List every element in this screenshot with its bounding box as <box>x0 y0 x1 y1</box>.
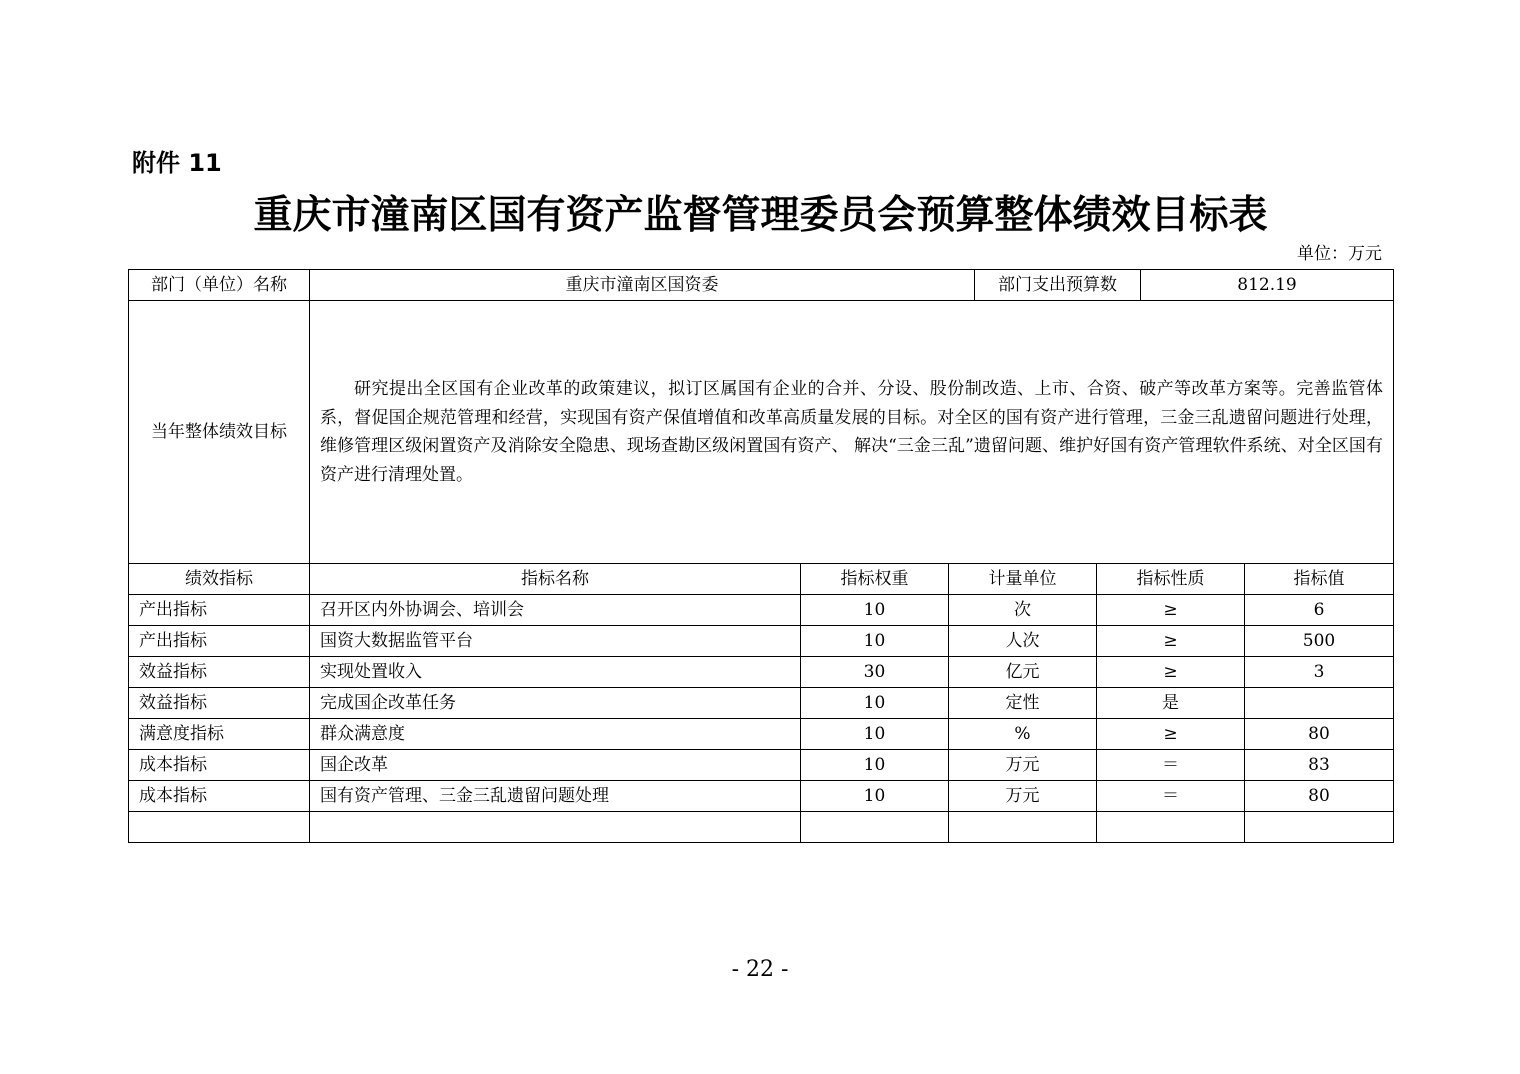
table-row <box>129 595 1394 626</box>
indicator-unit: 万元 <box>949 781 1097 812</box>
header-cell: 指标名称 <box>310 564 801 595</box>
indicator-name: 国资大数据监管平台 <box>310 626 801 657</box>
indicator-name <box>310 812 801 843</box>
header-cell: 指标性质 <box>1097 564 1245 595</box>
indicator-value: 3 <box>1245 657 1394 688</box>
indicator-weight: 10 <box>801 781 949 812</box>
indicator-nature <box>1097 812 1245 843</box>
indicator-weight: 10 <box>801 750 949 781</box>
indicator-weight: 10 <box>801 626 949 657</box>
indicator-nature: ≥ <box>1097 657 1245 688</box>
budget-label: 部门支出预算数 <box>975 270 1141 300</box>
goal-text-cell <box>310 301 1394 564</box>
indicator-weight: 10 <box>801 719 949 750</box>
indicator-weight: 10 <box>801 688 949 719</box>
indicator-unit: 万元 <box>949 750 1097 781</box>
indicator-header-row <box>129 564 1394 595</box>
indicator-value: 83 <box>1245 750 1394 781</box>
indicator-category: 效益指标 <box>129 657 310 688</box>
header-cell: 指标权重 <box>801 564 949 595</box>
header-cell: 指标值 <box>1245 564 1394 595</box>
header-cell: 绩效指标 <box>129 564 310 595</box>
indicator-unit: 定性 <box>949 688 1097 719</box>
indicator-category: 效益指标 <box>129 688 310 719</box>
indicator-category: 满意度指标 <box>129 719 310 750</box>
table-row <box>129 781 1394 812</box>
attachment-label: 附件 11 <box>132 149 222 177</box>
goal-text: 研究提出全区国有企业改革的政策建议，拟订区属国有企业的合并、分设、股份制改造、上市、合资、破产等改革方案等。完善监管体系，督促国企规范管理和经营，实现国有资产保值增值和改革高质量发展的目标。对全区的国有资产进行管理，三金三乱遗留问题进行处理，维修管理区级闲置资产及消除安全隐患、现场查勘区级闲置国有资产、 解决“三金三乱”遗留问题、维护好国有资产管理软件系统、对全区国有资产进行清理处置。 <box>320 379 1383 485</box>
performance-table <box>128 269 1394 843</box>
table-row <box>129 657 1394 688</box>
indicator-nature: ＝ <box>1097 781 1245 812</box>
table-row <box>129 626 1394 657</box>
table-row <box>129 719 1394 750</box>
indicator-nature: 是 <box>1097 688 1245 719</box>
indicator-name: 实现处置收入 <box>310 657 801 688</box>
indicator-weight: 30 <box>801 657 949 688</box>
indicator-name: 国有资产管理、三金三乱遗留问题处理 <box>310 781 801 812</box>
unit-label: 单位：万元 <box>1297 244 1382 264</box>
goal-label-cell: 当年整体绩效目标 <box>129 301 310 564</box>
indicator-value: 80 <box>1245 781 1394 812</box>
indicator-value: 6 <box>1245 595 1394 626</box>
indicator-name: 完成国企改革任务 <box>310 688 801 719</box>
indicator-nature: ≥ <box>1097 595 1245 626</box>
indicator-category: 成本指标 <box>129 781 310 812</box>
indicator-value <box>1245 688 1394 719</box>
table-row <box>129 812 1394 843</box>
indicator-category: 产出指标 <box>129 626 310 657</box>
dept-info-cell <box>310 270 1394 301</box>
goal-row <box>129 301 1394 564</box>
dept-label-cell: 部门（单位）名称 <box>129 270 310 301</box>
indicator-weight: 10 <box>801 595 949 626</box>
table-row <box>129 688 1394 719</box>
indicator-unit: 次 <box>949 595 1097 626</box>
indicator-name: 国企改革 <box>310 750 801 781</box>
indicator-name: 召开区内外协调会、培训会 <box>310 595 801 626</box>
indicator-unit: % <box>949 719 1097 750</box>
indicator-unit <box>949 812 1097 843</box>
page-title: 重庆市潼南区国有资产监督管理委员会预算整体绩效目标表 <box>253 193 1268 238</box>
indicator-name: 群众满意度 <box>310 719 801 750</box>
indicator-nature: ＝ <box>1097 750 1245 781</box>
dept-value: 重庆市潼南区国资委 <box>310 270 975 300</box>
page-number: - 22 - <box>731 957 789 982</box>
indicator-nature: ≥ <box>1097 719 1245 750</box>
header-cell: 计量单位 <box>949 564 1097 595</box>
indicator-weight <box>801 812 949 843</box>
indicator-value: 80 <box>1245 719 1394 750</box>
indicator-unit: 亿元 <box>949 657 1097 688</box>
budget-value: 812.19 <box>1237 275 1297 295</box>
indicator-category: 产出指标 <box>129 595 310 626</box>
indicator-value <box>1245 812 1394 843</box>
indicator-nature: ≥ <box>1097 626 1245 657</box>
indicator-unit: 人次 <box>949 626 1097 657</box>
indicator-category: 成本指标 <box>129 750 310 781</box>
indicator-value: 500 <box>1245 626 1394 657</box>
dept-row <box>129 270 1394 301</box>
indicator-category <box>129 812 310 843</box>
table-row <box>129 750 1394 781</box>
